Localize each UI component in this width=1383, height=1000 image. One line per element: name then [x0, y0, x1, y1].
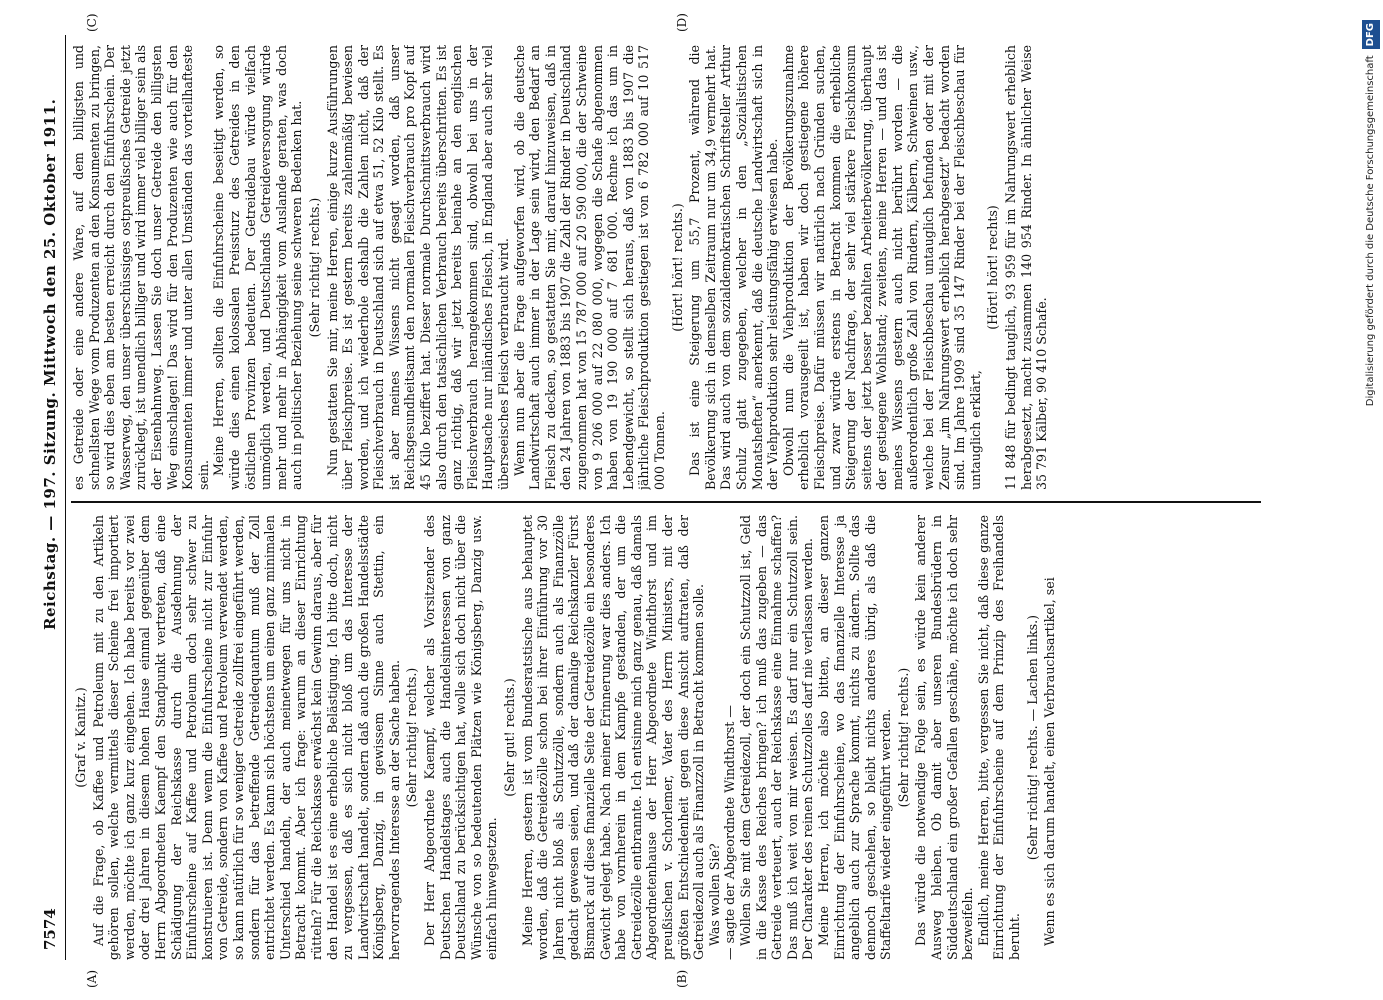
- page-title: Reichstag. — 197. Sitzung. Mittwoch den 25. Oktober 1911.: [41, 98, 59, 630]
- interjection: (Sehr richtig! rechts. — Lachen links.): [1024, 614, 1040, 861]
- margin-mark-d: (D): [675, 13, 689, 32]
- paragraph: es Getreide oder eine andere Ware, auf dem billigsten und schnellsten Wege vom Produzenten an den Konsumenten zu bringen, so wird dies eben am besten erreicht durch den Einfuhrschein. Der Wasserweg, den unser überschüssiges ostpreußisches Getreide jetzt zurücklegt, ist unendlich billiger und wird immer viel billiger sein als der Eisenbahnweg. Lassen Sie doch unser Getreide den billigsten Weg einschlagen! Das wird für den Produzenten wie auch für den Konsumenten immer und unter allen Umständen das vorteilhafteste sein.: [71, 45, 211, 490]
- paragraph: — sagte der Abgeordnete Windthorst —: [722, 705, 738, 960]
- page-header: [35, 35, 66, 960]
- paragraph: Endlich, meine Herren, bitte, vergessen Sie nicht, daß diese ganze Einrichtung der Einfuhrscheine auf dem Prinzip des Freihandels beruht.: [975, 515, 1023, 960]
- right-column: [71, 45, 1261, 490]
- page-number: 7574: [41, 908, 59, 950]
- interjection: (Sehr gut! rechts.): [502, 678, 518, 797]
- paragraph: Wenn es sich darum handelt, einen Verbrauchsartikel, sei: [1042, 577, 1058, 946]
- margin-mark-c: (C): [85, 13, 99, 32]
- left-column: [71, 515, 1261, 960]
- paragraph: Wenn nun aber die Frage aufgeworfen wird, ob die deutsche Landwirtschaft auch immer in der Lage sein wird, den Bedarf an Fleisch zu decken, so gestatten Sie mir, darauf hinzuweisen, daß in den 24 Jahren von 1883 bis 1907 die Zahl der Rinder in Deutschland zugenommen hat von 15 787 000 auf 20 590 000, die der Schweine von 9 206 000 auf 22 080 000, wogegen die Schafe abgenommen haben von 19 190 000 auf 7 681 000. Rechne ich das um in Lebendgewicht, so stellt sich heraus, daß von 1883 bis 1907 die jährliche Fleischproduktion gestiegen ist von 6 782 000 auf 10 517 000 Tonnen.: [511, 45, 667, 490]
- paragraph: Das ist eine Steigerung um 55,7 Prozent, während die Bevölkerung sich in demselben Zeitraum nur um 34,9 vermehrt hat. Das wird auch von dem sozialdemokratischen Schriftsteller Arthur Schulz glatt zugegeben, welcher in den „Sozialistischen Monatsheften“ anerkennt, daß die deutsche Landwirtschaft sich in der Viehproduktion sehr leistungsfähig erwiesen habe.: [687, 45, 781, 490]
- paragraph: Nun gestatten Sie mir, meine Herren, einige kurze Ausführungen über Fleischpreise. Es ist gestern bereits zahlenmäßig bewiesen worden, und ich wiederhole deshalb die Zahlen nicht, daß der Fleischverbrauch in Deutschland sich auf etwa 51, 52 Kilo stellt. Es ist aber meines Wissens nicht gesagt worden, daß unser Reichsgesundheitsamt den normalen Fleischverbrauch pro Kopf auf 45 Kilo beziffert hat. Dieser normale Durchschnittsverbrauch wird also durch den tatsächlichen Verbrauch bereits überschritten. Es ist ganz richtig, daß wir jetzt bereits beinahe an den englischen Fleischverbrauch herangekommen sind, obwohl bei uns in der Hauptsache nur inländisches Fleisch, in England aber auch sehr viel überseeisches Fleisch verbraucht wird.: [324, 45, 512, 490]
- paragraph: Der Herr Abgeordnete Kaempf, welcher als Vorsitzender des Deutschen Handelstages auch die Handelsinteressen von ganz Deutschland zu berücksichtigen hat, wolle sich doch nicht über die Wünsche von so bedeutenden Plätzen wie Königsberg, Danzig usw. einfach hinwegsetzen.: [422, 515, 500, 960]
- margin-mark-b: (B): [675, 969, 689, 988]
- scanned-page: [35, 13, 1275, 988]
- paragraph: Obwohl nun die Viehproduktion der Bevölkerungszunahme erheblich vorausgeeilt ist, haben wir doch gestiegene höhere Fleischpreise. Dafür müssen wir natürlich nach Gründen suchen, und zwar würde erstens in Betracht kommen die erhebliche Steigerung der Nachfrage, der sehr viel stärkere Fleischkonsum seitens der jetzt besser bezahlten Arbeiterbevölkerung, überhaupt der gestiegene Wohlstand; zweitens, meine Herren — und das ist meines Wissens gestern auch nicht berührt worden — die außerordentlich große Zahl von Rindern, Kälbern, Schweinen usw., welche bei der Fleischbeschau untauglich befunden oder mit der Zensur „im Nahrungswert erheblich herabgesetzt“ bedacht worden sind. Im Jahre 1909 sind 35 147 Rinder bei der Fleischbeschau für untauglich erklärt,: [780, 45, 983, 490]
- margin-mark-a: (A): [85, 969, 99, 988]
- interjection: (Sehr richtig! rechts.): [895, 667, 911, 808]
- paragraph: Auf die Frage, ob Kaffee und Petroleum mit zu den Artikeln gehören sollen, welche vermittels dieser Scheine frei importiert werden, möchte ich ganz kurz eingehen. Ich habe bereits vor zwei oder drei Jahren in diesem hohen Hause einmal gegenüber dem Herrn Abgeordneten Kaempf den Standpunkt vertreten, daß eine Schädigung der Reichskasse durch die Ausdehnung der Einfuhrscheine auf Kaffee und Petroleum doch sehr schwer zu konstruieren ist. Denn wenn die Einfuhrscheine nicht zur Einfuhr von Getreide, sondern von Kaffee und Petroleum verwendet werden, so kann natürlich für so weniger Getreide zollfrei eingeführt werden, sondern für das betreffende Getreidequantum muß der Zoll entrichtet werden. Es kann sich höchstens um einen ganz minimalen Unterschied handeln, der auch meinetwegen für uns nicht in Betracht kommt. Aber ich frage: warum an dieser Einrichtung rütteln? Für die Reichskasse erwächst kein Gewinn daraus, aber für den Handel ist es eine erhebliche Belästigung. Ich bitte doch, nicht zu vergessen, daß es sich nicht bloß um das Interesse der Landwirtschaft handelt, sondern daß auch die großen Handelsstädte Königsberg, Danzig, in gewissem Sinne auch Stettin, ein hervorragendes Interesse an der Sache haben.: [90, 515, 402, 960]
- paragraph: Meine Herren, ich möchte also bitten, an dieser ganzen Einrichtung der Einfuhrscheine, wo das finanzielle Interesse ja angeblich auch zur Sprache kommt, nichts zu ändern. Sollte das dennoch geschehen, so bleibt nichts anderes übrig, als daß die Staffeltarife wieder eingeführt werden.: [815, 515, 894, 960]
- paragraph: Wollen Sie mit dem Getreidezoll, der doch ein Schutzzoll ist, Geld in die Kasse des Reiches bringen? ich muß das zugeben — das Getreide verteuert, auch der Reichskasse eine Einnahme schaffen? Das muß ich weit von mir weisen. Es darf nur ein Schutzzoll sein. Der Charakter des reinen Schutzzolles darf nie verlassen werden.: [737, 515, 816, 960]
- interjection: (Hört! hört! rechts.): [669, 203, 685, 332]
- column-divider: [71, 502, 1261, 504]
- interjection: (Sehr richtig! rechts.): [404, 667, 420, 808]
- interjection: (Hört! hört! rechts): [985, 205, 1001, 330]
- paragraph: 11 848 für bedingt tauglich, 93 959 für im Nahrungswert erheblich herabgesetzt, macht zusammen 140 954 Rinder. In ähnlicher Weise 35 791 Kälber, 90 410 Schafe.: [1003, 45, 1050, 490]
- interjection: (Sehr richtig! rechts.): [306, 197, 322, 338]
- credit-text: Digitalisierung gefördert durch die Deutsche Forschungsgemeinschaft: [1365, 55, 1376, 407]
- paragraph: Das würde die notwendige Folge sein, es würde kein anderer Ausweg bleiben. Ob damit aber unseren Bundesbrüdern in Süddeutschland ein großer Gefallen geschähe, möchte ich doch sehr bezweifeln.: [913, 515, 976, 960]
- paragraph: Was wollen Sie?: [706, 843, 722, 946]
- paragraph: Meine Herren, gestern ist vom Bundesratstische aus behauptet worden, daß die Getreidezölle schon bei ihrer Einführung vor 30 Jahren nicht bloß als Schutzzölle, sondern auch als Finanzzölle gedacht gewesen seien, und daß der damalige Reichskanzler Fürst Bismarck auf diese finanzielle Seite der Getreidezölle ein besonderes Gewicht gelegt habe. Nach meiner Erinnerung war dies anders. Ich habe von vornherein in dem Kampfe gestanden, der um die Getreidezölle entbrannte. Ich entsinne mich ganz genau, daß damals Abgeordnetenhause der Herr Abgeordnete Windthorst und im preußischen v. Schorlemer, Vater des Herrn Ministers, mit der größten Entschiedenheit gegen diese Ansicht auftraten, daß der Getreidezoll auch als Finanzzoll in Betracht kommen solle.: [519, 515, 707, 960]
- digitization-credit: [1362, 0, 1382, 1000]
- dfg-logo: DFG: [1362, 20, 1380, 49]
- paragraph: Meine Herren, sollten die Einfuhrscheine beseitigt werden, so würde dies einen kolossalen Preissturz des Getreides in den östlichen Provinzen bedeuten. Der Getreidebau würde vielfach unmöglich werden, und Deutschlands Getreideversorgung würde mehr und mehr in Abhängigkeit vom Auslande geraten, was doch auch in politischer Beziehung seine schweren Bedenken hat.: [211, 45, 305, 490]
- speaker-note: (Graf v. Kanitz.): [73, 687, 88, 788]
